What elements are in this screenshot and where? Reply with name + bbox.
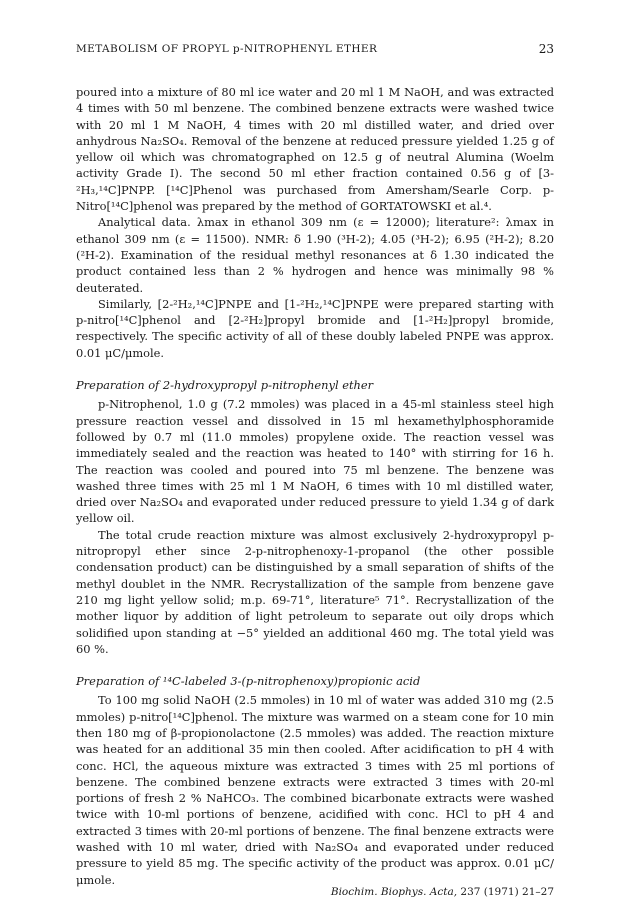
article-body [76,84,554,888]
paragraph-naoh-procedure: To 100 mg solid NaOH (2.5 mmoles) in 10 ml of water was added 310 mg (2.5 mmoles) p-nitro[¹⁴C]phenol. The mixture was warmed on a steam cone for 10 min then 180 mg of β-propionolactone (2.5 mmoles) was added. The reaction mixture was heated for an additional 35 min then cooled. After acidification to pH 4 with conc. HCl, the aqueous mixture was extracted 3 times with 25 ml portions of benzene. The combined benzene extracts were extracted 3 times with 20-ml portions of fresh 2 % NaHCO₃. The combined bicarbonate extracts were washed twice with 10-ml portions of benzene, acidified with conc. HCl to pH 4 and extracted 3 times with 20-ml portions of benzene. The final benzene extracts were washed with 10 ml water, dried with Na₂SO₄ and evaporated under reduced pressure to yield 85 mg. The specific activity of the product was approx. 0.01 μC/μmole. [76,693,554,887]
section-heading-hydroxypropyl: Preparation of 2-hydroxypropyl p-nitrophenyl ether [76,378,374,393]
running-header [76,43,554,55]
section-heading-propionic-acid: Preparation of ¹⁴C-labeled 3-(p-nitrophenoxy)propionic acid [76,674,421,689]
journal-name: Biochim. Biophys. Acta, [330,886,458,898]
paragraph-similarly: Similarly, [2-²H₂,¹⁴C]PNPE and [1-²H₂,¹⁴C]PNPE were prepared starting with p-nitro[¹⁴C]phenol and [2-²H₂]propyl bromide and [1-²H₂]propyl bromide, respectively. The specific activity of all of these doubly labeled PNPE was approx. 0.01 μC/μmole. [76,296,554,360]
journal-citation: 237 (1971) 21–27 [460,886,554,898]
journal-footer [331,886,554,898]
paragraph-continued: poured into a mixture of 80 ml ice water and 20 ml 1 M NaOH, and was extracted 4 times with 50 ml benzene. The combined benzene extracts were washed twice with 20 ml 1 M NaOH, 4 times with 20 ml distilled water, and dried over anhydrous Na₂SO₄. Removal of the benzene at reduced pressure yielded 1.25 g of yellow oil which was chromatographed on 12.5 g of neutral Alumina (Woelm activity Grade I). The second 50 ml ether fraction contained 0.56 g of [3-²H₃,¹⁴C]PNPP. [¹⁴C]Phenol was purchased from Amersham/Searle Corp. p-Nitro[¹⁴C]phenol was prepared by the method of GORTATOWSKI et al.⁴. [76,85,554,214]
paragraph-analytical-data: Analytical data. λmax in ethanol 309 nm (ε = 12000); literature²: λmax in ethanol 309 nm (ε = 11500). NMR: δ 1.90 (³H-2); 4.05 (³H-2); 6.95 (²H-2); 8.20 (²H-2). Examination of the residual methyl resonances at δ 1.30 indicated the product contained less than 2 % hydrogen and hence was minimally 98 % deuterated. [76,215,554,295]
paragraph-crude-mixture: The total crude reaction mixture was almost exclusively 2-hydroxypropyl p-nitropropyl ether since 2-p-nitrophenoxy-1-propanol (the other possible condensation product) can be distinguished by a small separation of shifts of the methyl doublet in the NMR. Recrystallization of the sample from benzene gave 210 mg light yellow solid; m.p. 69-71°, literature⁵ 71°. Recrystallization of the mother liquor by addition of light petroleum to separate out oily drops which solidified upon standing at −5° yielded an additional 460 mg. The total yield was 60 %. [76,527,554,656]
page-number: 23 [538,42,554,56]
running-title: METABOLISM OF PROPYL p-NITROPHENYL ETHER [76,43,378,55]
paragraph-nitrophenol-procedure: p-Nitrophenol, 1.0 g (7.2 mmoles) was placed in a 45-ml stainless steel high pressure reaction vessel and dissolved in 15 ml hexamethylphosphoramide followed by 0.7 ml (11.0 mmoles) propylene oxide. The reaction vessel was immediately sealed and the reaction was heated to 140° with stirring for 16 h. The reaction was cooled and poured into 75 ml benzene. The benzene was washed three times with 25 ml 1 M NaOH, 6 times with 10 ml distilled water, dried over Na₂SO₄ and evaporated under reduced pressure to yield 1.34 g of dark yellow oil. [76,397,554,526]
